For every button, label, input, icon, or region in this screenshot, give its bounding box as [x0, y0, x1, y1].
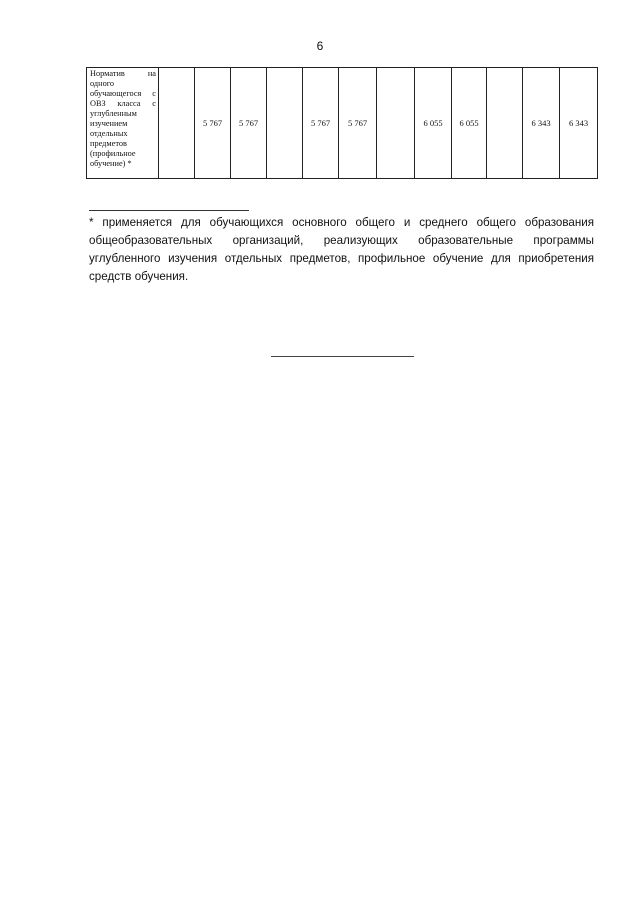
table-cell: 5 767: [231, 68, 267, 179]
table-cell: [377, 68, 415, 179]
table-cell: [487, 68, 523, 179]
table-cell: 6 055: [452, 68, 487, 179]
table-row: [87, 68, 598, 179]
table-cell: 5 767: [339, 68, 377, 179]
page-number: 6: [316, 39, 324, 53]
table-cell: [267, 68, 303, 179]
row-label: Норматив на одного обучающегося с ОВЗ класса с углубленным изучением отдельных предметов (профильное обучение) *: [87, 68, 159, 179]
norm-table: [86, 67, 598, 179]
table-cell: 6 343: [523, 68, 560, 179]
table-cell: 6 055: [415, 68, 452, 179]
table-cell: 6 343: [560, 68, 598, 179]
table-cell: 5 767: [195, 68, 231, 179]
table-cell: [159, 68, 195, 179]
footnote-text: * применяется для обучающихся основного общего и среднего общего образования общеобразовательных организаций, реализующих образовательные программы углубленного изучения отдельных предметов, профильное обучение для приобретения средств обучения.: [89, 216, 594, 283]
table-cell: 5 767: [303, 68, 339, 179]
footnote-divider: [89, 210, 249, 211]
end-divider: [271, 356, 414, 357]
